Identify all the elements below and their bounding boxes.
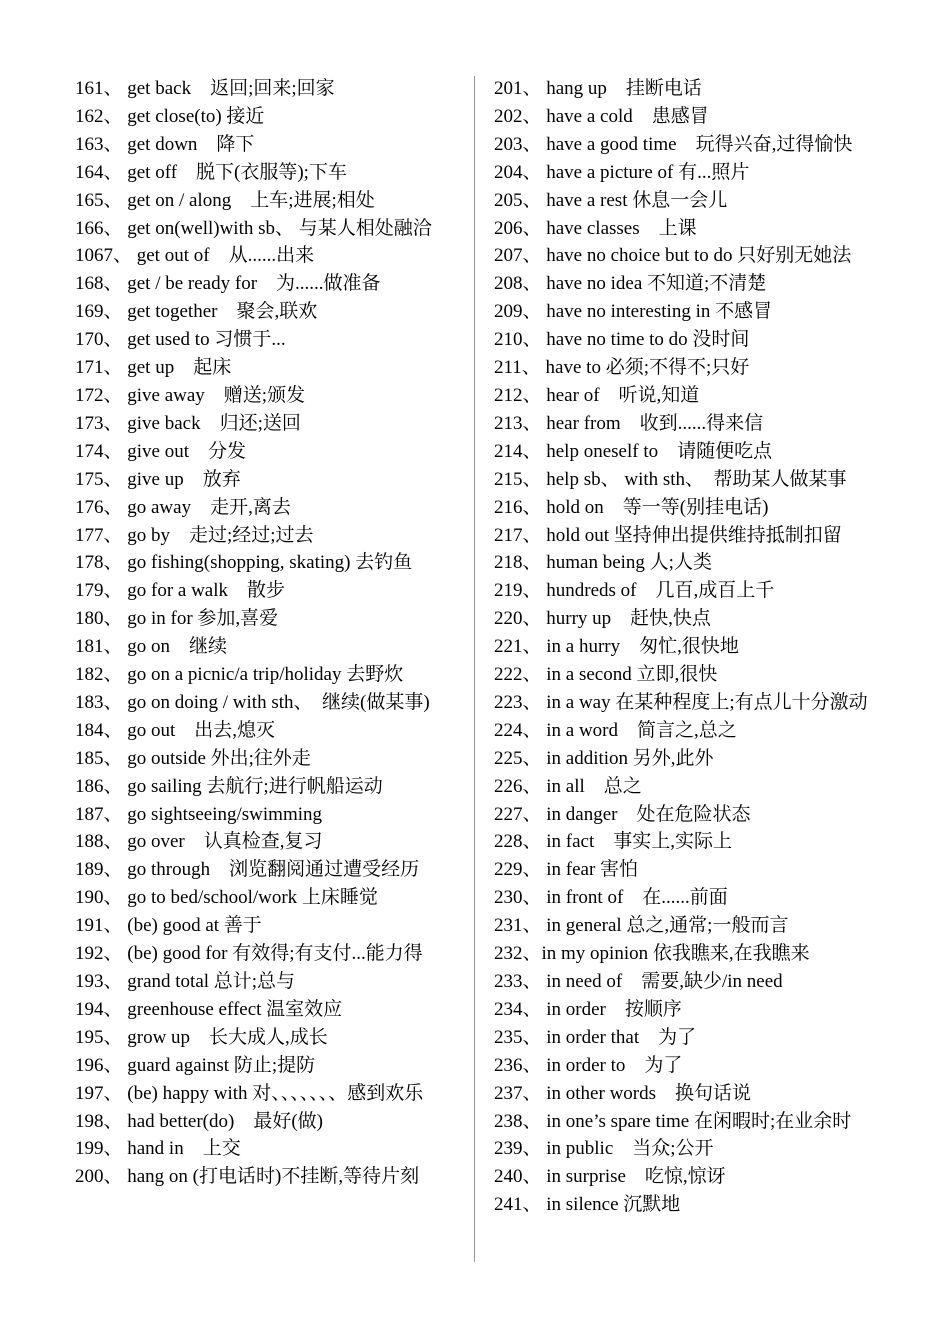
vocab-entry: 170、 get used to 习惯于...	[75, 329, 286, 351]
vocab-entry: 185、 go outside 外出;往外走	[75, 747, 311, 769]
vocab-entry: 241、 in silence 沉默地	[494, 1194, 681, 1216]
vocab-entry: 224、 in a word 简言之,总之	[494, 719, 737, 741]
vocab-entry: 205、 have a rest 休息一会儿	[494, 189, 728, 211]
vocab-entry: 169、 get together 聚会,联欢	[75, 301, 318, 323]
vocab-entry: 196、 guard against 防止;提防	[75, 1054, 316, 1076]
vocab-entry: 175、 give up 放弃	[75, 468, 241, 490]
vocab-entry: 213、 hear from 收到......得来信	[494, 412, 764, 434]
vocab-entry: 188、 go over 认真检查,复习	[75, 831, 323, 853]
vocab-entry: 229、 in fear 害怕	[494, 859, 639, 881]
vocab-entry: 1067、 get out of 从......出来	[75, 245, 315, 267]
right-column	[494, 75, 882, 1219]
vocab-entry: 232、in my opinion 依我瞧来,在我瞧来	[494, 943, 810, 965]
vocab-entry: 194、 greenhouse effect 温室效应	[75, 998, 343, 1020]
vocab-entry: 235、 in order that 为了	[494, 1026, 697, 1048]
vocab-entry: 238、 in one’s spare time 在闲暇时;在业余时	[494, 1110, 852, 1132]
vocab-entry: 223、 in a way 在某种程度上;有点儿十分激动	[494, 691, 868, 713]
vocab-entry: 165、 get on / along 上车;进展;相处	[75, 189, 375, 211]
vocab-entry: 190、 go to bed/school/work 上床睡觉	[75, 887, 378, 909]
vocab-entry: 239、 in public 当众;公开	[494, 1138, 714, 1160]
vocab-entry: 219、 hundreds of 几百,成百上千	[494, 580, 775, 602]
vocab-entry: 177、 go by 走过;经过;过去	[75, 524, 314, 546]
vocab-entry: 204、 have a picture of 有...照片	[494, 161, 750, 183]
vocab-entry: 210、 have no time to do 没时间	[494, 329, 750, 351]
vocab-entry: 225、 in addition 另外,此外	[494, 747, 714, 769]
vocab-entry: 222、 in a second 立即,很快	[494, 664, 718, 686]
vocab-entry: 207、 have no choice but to do 只好别无她法	[494, 245, 852, 267]
vocab-entry: 180、 go in for 参加,喜爱	[75, 608, 279, 630]
vocab-entry: 216、 hold on 等一等(别挂电话)	[494, 496, 769, 518]
vocab-entry: 198、 had better(do) 最好(做)	[75, 1110, 323, 1132]
vocab-entry: 226、 in all 总之	[494, 775, 642, 797]
vocab-entry: 200、 hang on (打电话时)不挂断,等待片刻	[75, 1166, 420, 1188]
vocab-entry: 214、 help oneself to 请随便吃点	[494, 440, 773, 462]
vocab-entry: 192、 (be) good for 有效得;有支付...能力得	[75, 943, 423, 965]
vocab-entry: 176、 go away 走开,离去	[75, 496, 291, 518]
vocab-entry: 228、 in fact 事实上,实际上	[494, 831, 733, 853]
vocab-entry: 189、 go through 浏览翻阅通过遭受经历	[75, 859, 420, 881]
column-divider	[474, 76, 475, 1262]
left-column	[75, 75, 453, 1191]
vocab-entry: 172、 give away 赠送;颁发	[75, 384, 306, 406]
vocab-entry: 186、 go sailing 去航行;进行帆船运动	[75, 775, 383, 797]
vocab-entry: 234、 in order 按顺序	[494, 998, 682, 1020]
vocab-entry: 199、 hand in 上交	[75, 1138, 241, 1160]
vocab-entry: 193、 grand total 总计;总与	[75, 971, 296, 992]
vocab-entry: 237、 in other words 换句话说	[494, 1082, 752, 1104]
vocab-entry: 161、 get back 返回;回来;回家	[75, 78, 335, 99]
vocab-entry: 195、 grow up 长大成人,成长	[75, 1026, 328, 1048]
vocab-entry: 208、 have no idea 不知道;不清楚	[494, 273, 767, 295]
vocab-entry: 218、 human being 人;人类	[494, 552, 712, 574]
vocab-entry: 206、 have classes 上课	[494, 217, 697, 239]
vocab-entry: 240、 in surprise 吃惊,惊讶	[494, 1166, 726, 1188]
vocab-entry: 221、 in a hurry 匆忙,很快地	[494, 636, 739, 658]
vocab-entry: 209、 have no interesting in 不感冒	[494, 301, 773, 323]
vocab-entry: 203、 have a good time 玩得兴奋,过得愉快	[494, 133, 853, 155]
vocab-entry: 184、 go out 出去,熄灭	[75, 719, 276, 741]
vocab-entry: 178、 go fishing(shopping, skating) 去钓鱼	[75, 552, 413, 574]
vocab-entry: 182、 go on a picnic/a trip/holiday 去野炊	[75, 664, 404, 686]
vocab-entry: 187、 go sightseeing/swimming	[75, 803, 323, 825]
vocab-entry: 168、 get / be ready for 为......做准备	[75, 273, 381, 295]
vocab-entry: 179、 go for a walk 散步	[75, 580, 286, 602]
vocab-entry: 201、 hang up 挂断电话	[494, 78, 702, 99]
vocab-entry: 233、 in need of 需要,缺少/in need	[494, 971, 783, 992]
vocab-entry: 202、 have a cold 患感冒	[494, 105, 709, 127]
vocab-entry: 236、 in order to 为了	[494, 1054, 683, 1076]
vocab-entry: 217、 hold out 坚持伸出提供维持抵制扣留	[494, 524, 842, 546]
vocab-entry: 191、 (be) good at 善于	[75, 915, 262, 937]
vocab-entry: 163、 get down 降下	[75, 133, 255, 155]
vocab-entry: 173、 give back 归还;送回	[75, 412, 301, 434]
vocab-entry: 166、 get on(well)with sb、 与某人相处融洽	[75, 217, 432, 239]
vocab-entry: 231、 in general 总之,通常;一般而言	[494, 915, 789, 937]
vocab-entry: 220、 hurry up 赶快,快点	[494, 608, 711, 630]
vocab-entry: 181、 go on 继续	[75, 636, 228, 658]
vocab-entry: 227、 in danger 处在危险状态	[494, 803, 751, 825]
vocab-entry: 211、 have to 必须;不得不;只好	[494, 357, 750, 379]
vocab-entry: 212、 hear of 听说,知道	[494, 384, 700, 406]
vocab-entry: 183、 go on doing / with sth、 继续(做某事)	[75, 691, 430, 713]
vocab-entry: 230、 in front of 在......前面	[494, 887, 728, 909]
vocab-entry: 197、 (be) happy with 对、、、、、、、感到欢乐	[75, 1082, 424, 1104]
vocab-entry: 162、 get close(to) 接近	[75, 105, 265, 127]
vocab-entry: 171、 get up 起床	[75, 357, 232, 379]
vocab-entry: 215、 help sb、 with sth、 帮助某人做某事	[494, 468, 847, 490]
vocab-entry: 174、 give out 分发	[75, 440, 246, 462]
vocab-entry: 164、 get off 脱下(衣服等);下车	[75, 161, 347, 183]
